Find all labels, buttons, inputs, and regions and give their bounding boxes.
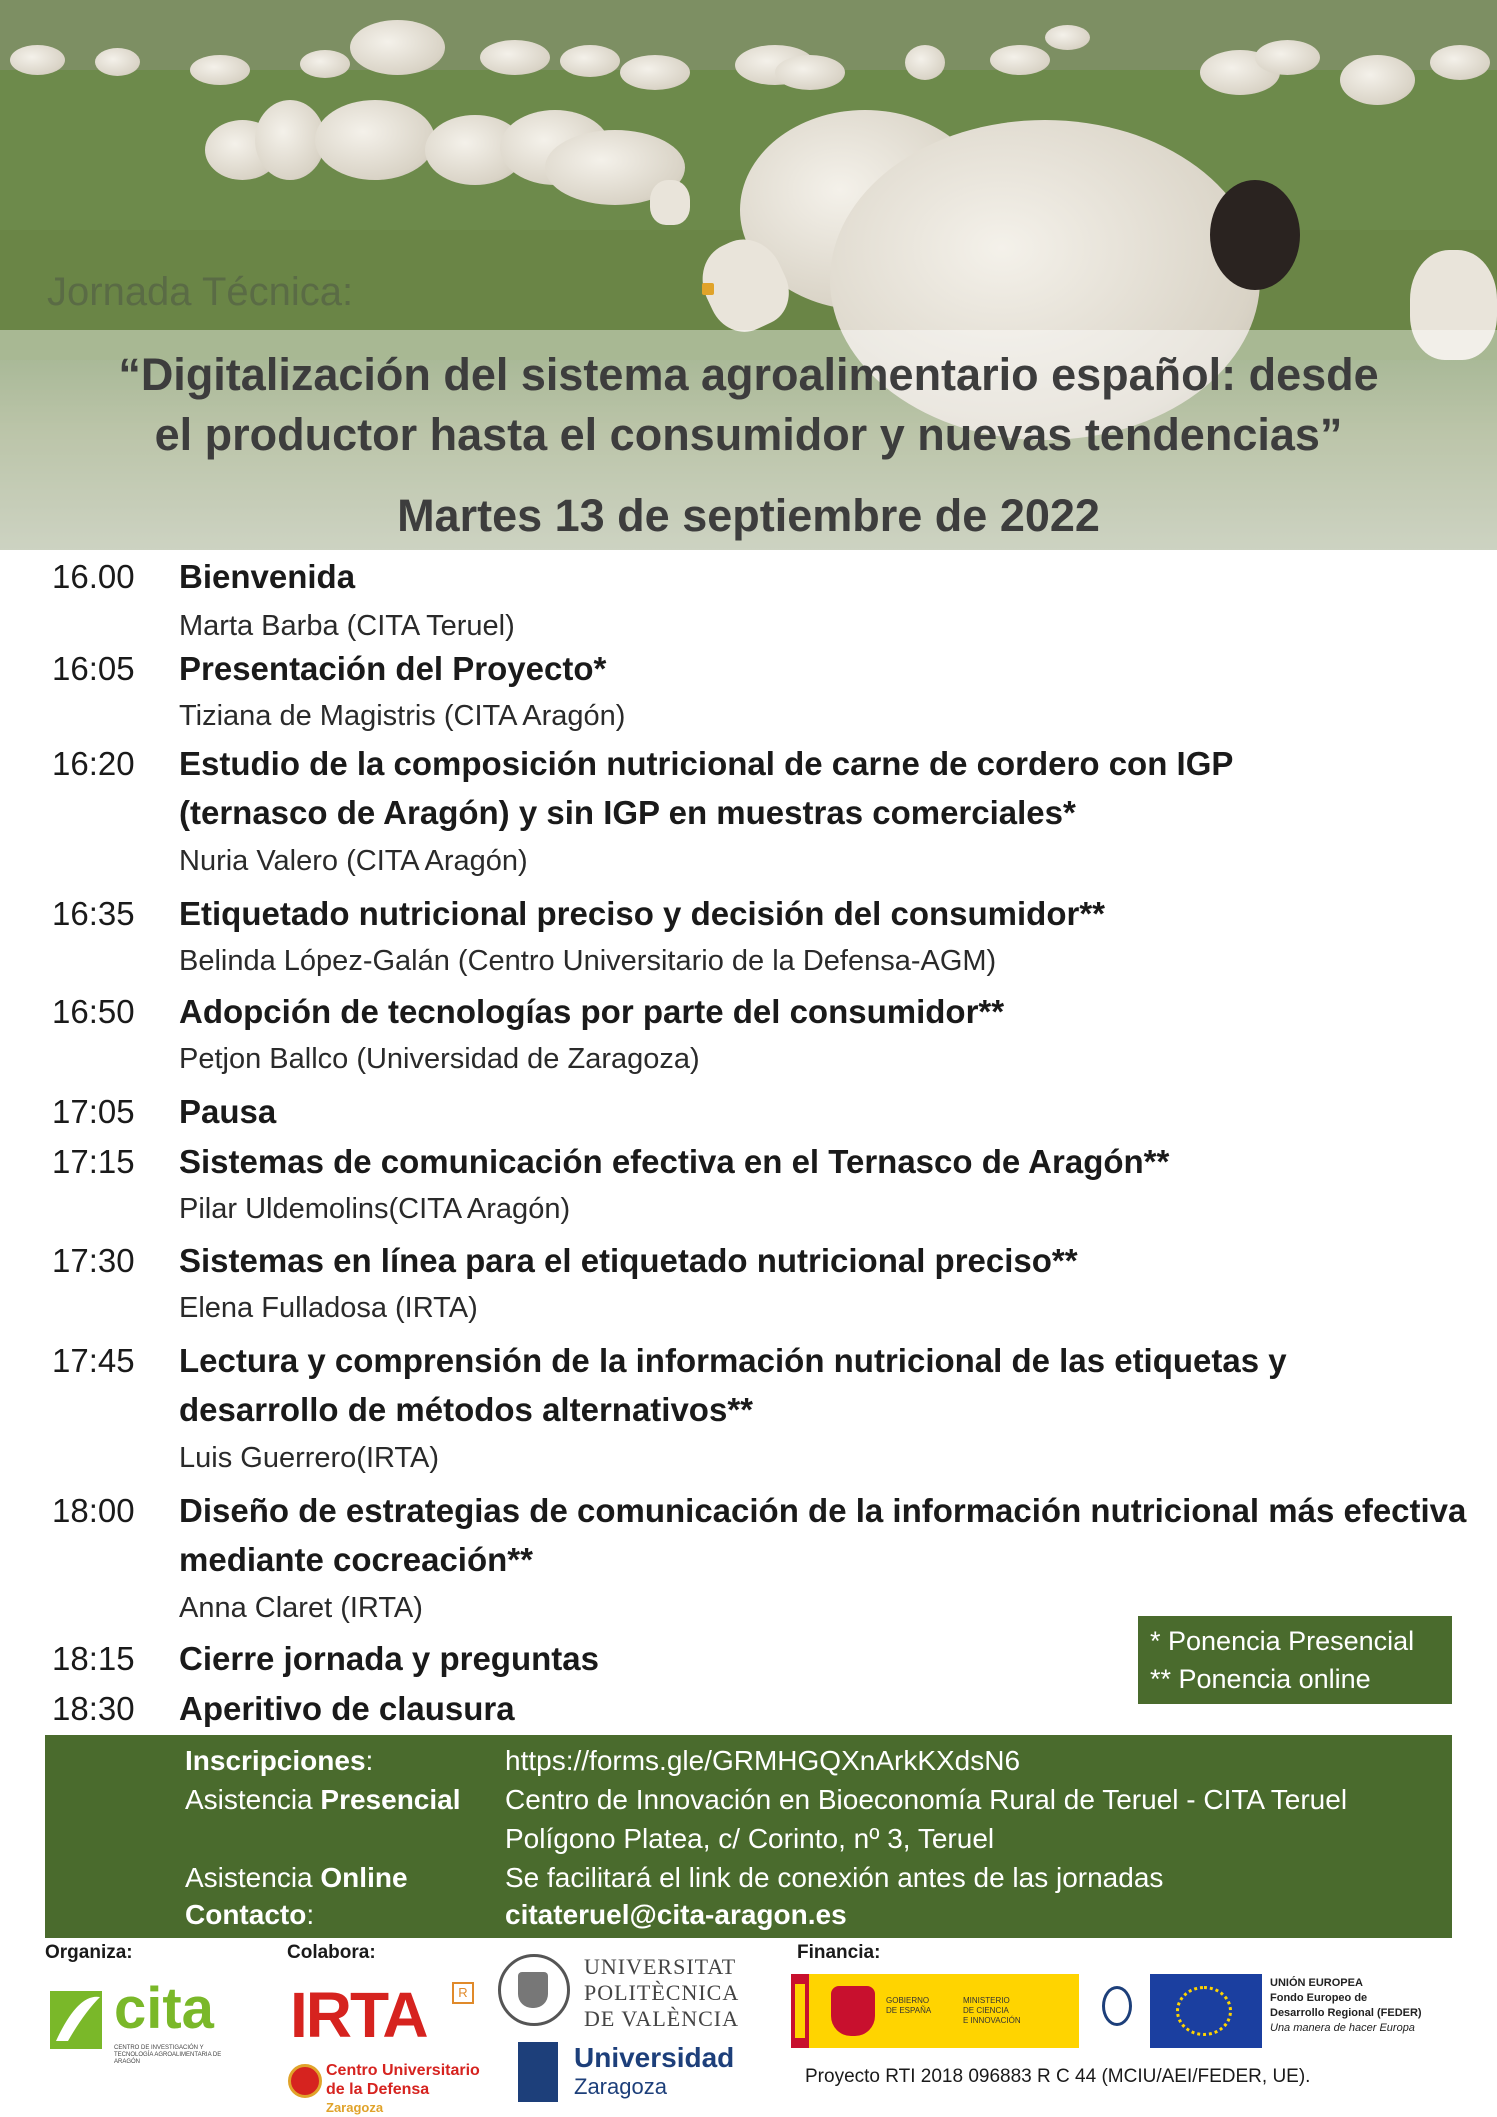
cita-leaf-icon (48, 1983, 108, 2053)
event-date: Martes 13 de septiembre de 2022 (397, 490, 1100, 541)
agenda-speaker: Nuria Valero (CITA Aragón) (179, 845, 528, 877)
agenda-title: Presentación del Proyecto* (179, 650, 607, 687)
cita-logo: cita CENTRO DE INVESTIGACIÓN Y TECNOLOGÍA AGROALIMENTARIA DE ARAGÓN (48, 1983, 228, 2063)
online-note: Se facilitará el link de conexión antes de las jornadas (505, 1862, 1164, 1893)
unizar-logo: Universidad Zaragoza (512, 2040, 752, 2110)
agenda-title: Cierre jornada y preguntas (179, 1640, 599, 1677)
organiza-label: Organiza: (45, 1942, 133, 1963)
agenda-speaker: Pilar Uldemolins(CITA Aragón) (179, 1193, 571, 1225)
agenda-title: Adopción de tecnologías por parte del consumidor** (179, 993, 1005, 1030)
agenda-speaker: Elena Fulladosa (IRTA) (179, 1292, 478, 1324)
financia-label: Financia: (797, 1942, 881, 1963)
proyecto-reference: Proyecto RTI 2018 096883 R C 44 (MCIU/AEI/FEDER, UE). (805, 2066, 1311, 2087)
agenda-title: Estudio de la composición nutricional de carne de cordero con IGP (ternasco de Aragón) y sin IGP en muestras comerciales* (179, 745, 1233, 831)
inscripciones-link[interactable]: https://forms.gle/GRMHGQXnArkKXdsN6 (505, 1745, 1021, 1776)
agenda-time: 17:45 (52, 1342, 135, 1379)
legend-presencial: * Ponencia Presencial (1150, 1626, 1415, 1656)
agenda-title: Bienvenida (179, 558, 356, 595)
agenda-speaker: Anna Claret (IRTA) (179, 1592, 423, 1624)
agenda-time: 17:30 (52, 1242, 135, 1279)
inscripciones-label: Inscripciones: (185, 1745, 374, 1776)
agenda-title: Pausa (179, 1093, 277, 1130)
agenda-time: 17:05 (52, 1093, 135, 1130)
agenda-title: Sistemas de comunicación efectiva en el Ternasco de Aragón** (179, 1143, 1170, 1180)
aei-logo (1102, 1978, 1142, 2048)
event-title-line1: “Digitalización del sistema agroalimentario español: desde (118, 349, 1379, 400)
info-box (45, 1735, 1452, 1938)
colabora-label: Colabora: (287, 1942, 376, 1963)
agenda-title: Aperitivo de clausura (179, 1690, 515, 1727)
agenda-speaker: Luis Guerrero(IRTA) (179, 1442, 439, 1474)
irta-logo: IRTA R (290, 1978, 480, 2048)
gobierno-ministerio-logo: GOBIERNO DE ESPAÑA MINISTERIO DE CIENCIA E INNOVACIÓN (791, 1974, 1079, 2048)
eu-flag-icon (1150, 1974, 1262, 2048)
agenda-speaker: Petjon Ballco (Universidad de Zaragoza) (179, 1043, 700, 1075)
contacto-label: Contacto: (185, 1899, 315, 1930)
event-title-line2: el productor hasta el consumidor y nuevas tendencias” (154, 409, 1343, 460)
agenda-title: Sistemas en línea para el etiquetado nutricional preciso** (179, 1242, 1078, 1279)
contacto-email[interactable]: citateruel@cita-aragon.es (505, 1899, 847, 1930)
agenda-title: Lectura y comprensión de la información nutricional de las etiquetas y desarrollo de métodos alternativos** (179, 1342, 1287, 1428)
spain-coat-of-arms-icon (831, 1986, 875, 2036)
presencial-label: Asistencia Presencial (185, 1784, 461, 1815)
legend-box (1138, 1616, 1452, 1704)
agenda-title: Diseño de estrategias de comunicación de la información nutricional más efectiva mediante cocreación** (179, 1492, 1467, 1578)
footer-logos (0, 1938, 1497, 2116)
cud-logo: Centro Universitario de la Defensa Zaragoza (288, 2060, 488, 2110)
agenda-time: 16:20 (52, 745, 135, 782)
agenda-time: 18:15 (52, 1640, 135, 1677)
agenda-title: Etiquetado nutricional preciso y decisión del consumidor** (179, 895, 1105, 932)
presencial-address-2: Polígono Platea, c/ Corinto, nº 3, Teruel (505, 1823, 995, 1854)
sheep-dark-patch (1210, 180, 1300, 290)
event-title (0, 345, 1497, 465)
agenda-time: 18:30 (52, 1690, 135, 1727)
hero-photo (0, 0, 1497, 550)
legend-online: ** Ponencia online (1150, 1664, 1371, 1694)
agenda-time: 16:50 (52, 993, 135, 1030)
agenda-time: 18:00 (52, 1492, 135, 1529)
agenda-time: 17:15 (52, 1143, 135, 1180)
agenda-time: 16:05 (52, 650, 135, 687)
agenda-time: 16:35 (52, 895, 135, 932)
online-label: Asistencia Online (185, 1862, 408, 1893)
event-subtitle: Jornada Técnica: (47, 270, 354, 314)
agenda-speaker: Tiziana de Magistris (CITA Aragón) (179, 700, 626, 732)
agenda-speaker: Belinda López-Galán (Centro Universitario de la Defensa-AGM) (179, 945, 997, 977)
eu-feder-logo: UNIÓN EUROPEA Fondo Europeo de Desarrollo Regional (FEDER) Una manera de hacer Europa (1150, 1974, 1460, 2054)
agenda-time: 16.00 (52, 558, 135, 595)
agenda-speaker: Marta Barba (CITA Teruel) (179, 610, 515, 642)
unizar-building-icon (518, 2042, 558, 2102)
upv-logo: UNIVERSITAT POLITÈCNICA DE VALÈNCIA (498, 1948, 748, 2038)
presencial-address-1: Centro de Innovación en Bioeconomía Rural de Teruel - CITA Teruel (505, 1784, 1348, 1815)
